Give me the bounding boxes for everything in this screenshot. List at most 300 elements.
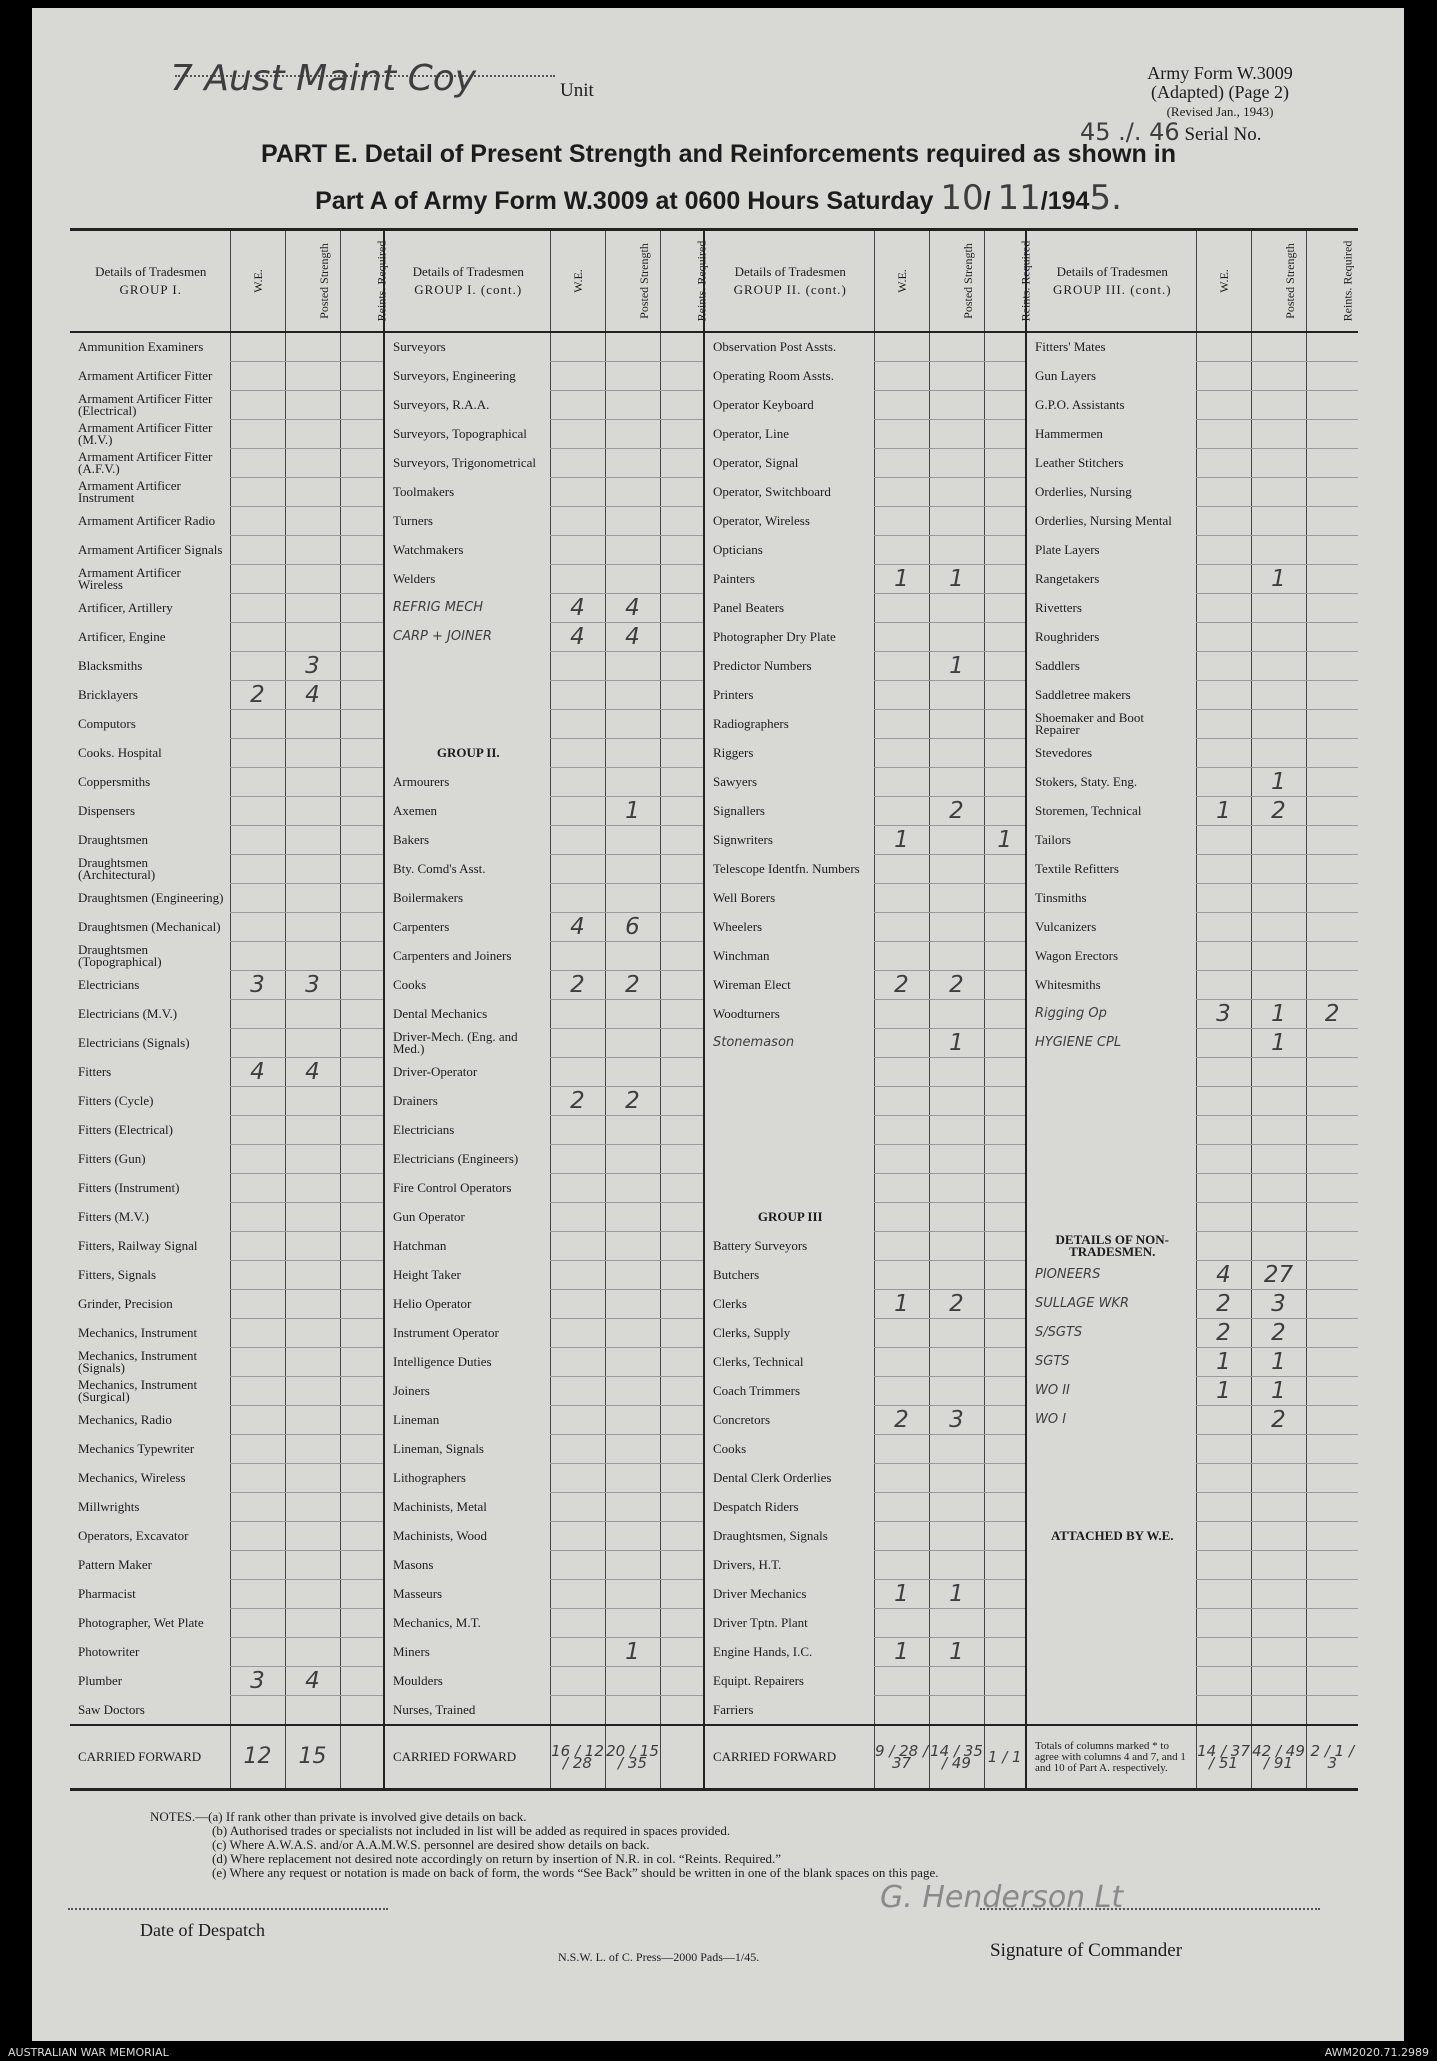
we-cell-g4: 1	[1196, 1377, 1251, 1406]
reints-cell-g4	[1306, 1145, 1358, 1174]
reints-cell-g3	[984, 1435, 1026, 1464]
trade-label-g3: Operator, Signal	[704, 449, 874, 478]
cf-label: CARRIED FORWARD	[70, 1725, 230, 1790]
trade-label-g3: GROUP III	[704, 1203, 874, 1232]
we-cell-g4	[1196, 507, 1251, 536]
reints-cell-g3	[984, 478, 1026, 507]
table-row	[70, 332, 1358, 362]
we-cell-g4	[1196, 1696, 1251, 1726]
we-cell-g4	[1196, 768, 1251, 797]
table-row	[70, 855, 1358, 884]
posted-cell-g2: 1	[605, 1638, 660, 1667]
reints-cell-g4	[1306, 623, 1358, 652]
trade-label-g3: Dental Clerk Orderlies	[704, 1464, 874, 1493]
trade-label-g1: Plumber	[78, 1673, 123, 1688]
reints-cell-g1	[340, 332, 384, 362]
we-cell-g3	[874, 1029, 929, 1058]
col-group-label: GROUP I. (cont.)	[414, 282, 523, 297]
posted-cell-g3	[929, 594, 984, 623]
reints-cell-g2	[660, 739, 704, 768]
we-cell-g2	[550, 362, 605, 391]
reints-cell-g2	[660, 1406, 704, 1435]
posted-cell-g4	[1251, 739, 1306, 768]
posted-cell-g4	[1251, 1696, 1306, 1726]
reints-cell-g1	[340, 1551, 384, 1580]
trade-label-g2: Driver-Operator	[384, 1058, 550, 1087]
we-cell-g1	[230, 565, 285, 594]
reints-cell-g4	[1306, 1232, 1358, 1261]
reints-cell-g1	[340, 449, 384, 478]
posted-cell-g3: 2	[929, 971, 984, 1000]
trade-label-g2: Drainers	[384, 1087, 550, 1116]
posted-cell-g4	[1251, 1435, 1306, 1464]
trade-label-g2: Boilermakers	[384, 884, 550, 913]
trade-label-g3: Engine Hands, I.C.	[704, 1638, 874, 1667]
posted-cell-g2	[605, 1696, 660, 1726]
posted-cell-g4: 2	[1251, 797, 1306, 826]
table-row	[70, 1464, 1358, 1493]
we-cell-g4	[1196, 332, 1251, 362]
reints-cell-g4	[1306, 1290, 1358, 1319]
table-row	[70, 1203, 1358, 1232]
trade-label-g1: Fitters	[78, 1064, 112, 1079]
reints-cell-g3	[984, 681, 1026, 710]
posted-cell-g2	[605, 1319, 660, 1348]
we-cell-g1	[230, 884, 285, 913]
reints-cell-g4	[1306, 1551, 1358, 1580]
reints-cell-g4	[1306, 681, 1358, 710]
posted-cell-g2	[605, 1058, 660, 1087]
trade-label-g1: Mechanics Typewriter	[78, 1441, 195, 1456]
posted-cell-g2: 4	[605, 594, 660, 623]
posted-cell-g4	[1251, 391, 1306, 420]
we-cell-g3	[874, 420, 929, 449]
table-row	[70, 478, 1358, 507]
we-cell-g1	[230, 942, 285, 971]
reints-cell-g1	[340, 971, 384, 1000]
table-row	[70, 362, 1358, 391]
trade-label-g2: Machinists, Wood	[384, 1522, 550, 1551]
trade-label-g3: Concretors	[704, 1406, 874, 1435]
we-cell-g3	[874, 1174, 929, 1203]
reints-cell-g2	[660, 1290, 704, 1319]
we-cell-g4	[1196, 362, 1251, 391]
posted-cell-g3	[929, 332, 984, 362]
we-cell-g1	[230, 652, 285, 681]
reints-cell-g2	[660, 1348, 704, 1377]
we-cell-g2	[550, 507, 605, 536]
trade-label-g2: Miners	[384, 1638, 550, 1667]
trade-label-g2	[384, 710, 550, 739]
posted-cell-g4: 2	[1251, 1406, 1306, 1435]
trade-label-g3: Despatch Riders	[704, 1493, 874, 1522]
cf-g2-reints	[660, 1725, 704, 1790]
we-cell-g4	[1196, 1406, 1251, 1435]
we-cell-g4: 4	[1196, 1261, 1251, 1290]
posted-cell-g2	[605, 1435, 660, 1464]
we-cell-g3	[874, 1696, 929, 1726]
trade-label-g3: Cooks	[704, 1435, 874, 1464]
we-cell-g3	[874, 449, 929, 478]
we-cell-g4	[1196, 391, 1251, 420]
trade-label-g4: G.P.O. Assistants	[1026, 391, 1196, 420]
we-cell-g2	[550, 1551, 605, 1580]
reints-cell-g2	[660, 1464, 704, 1493]
posted-cell-g4: 1	[1251, 1000, 1306, 1029]
reints-cell-g4	[1306, 768, 1358, 797]
reints-cell-g1	[340, 797, 384, 826]
we-cell-g1: 3	[230, 1667, 285, 1696]
date-day: 10	[940, 178, 984, 218]
reints-cell-g4	[1306, 332, 1358, 362]
we-cell-g3	[874, 1116, 929, 1145]
posted-cell-g1	[285, 855, 340, 884]
form-number-block	[1095, 64, 1345, 121]
table-row	[70, 623, 1358, 652]
posted-cell-g4: 1	[1251, 1029, 1306, 1058]
posted-cell-g1: 4	[285, 1667, 340, 1696]
reints-cell-g3	[984, 391, 1026, 420]
we-cell-g3	[874, 1000, 929, 1029]
posted-cell-g3: 1	[929, 652, 984, 681]
posted-cell-g4	[1251, 362, 1306, 391]
reints-cell-g2	[660, 362, 704, 391]
trade-label-g2	[384, 652, 550, 681]
we-cell-g2	[550, 797, 605, 826]
we-cell-g3: 1	[874, 826, 929, 855]
trade-label-g1: Armament Artificer Fitter (Electrical)	[78, 391, 213, 418]
we-cell-g2	[550, 1377, 605, 1406]
posted-cell-g3	[929, 681, 984, 710]
trade-label-g1: Draughtsmen (Engineering)	[78, 890, 224, 905]
trade-label-g2: Welders	[384, 565, 550, 594]
trade-label-g3	[704, 1058, 874, 1087]
reints-cell-g4	[1306, 391, 1358, 420]
we-label: W.E.	[1216, 269, 1231, 293]
reints-label: Reints. Required	[373, 240, 388, 322]
trade-label-g1: Draughtsmen	[78, 832, 149, 847]
trade-label-g1: Fitters, Signals	[78, 1267, 157, 1282]
table-row	[70, 884, 1358, 913]
reints-cell-g1	[340, 1377, 384, 1406]
trade-label-g1: Artificer, Artillery	[78, 600, 173, 615]
we-cell-g3: 2	[874, 971, 929, 1000]
reints-cell-g1	[340, 1319, 384, 1348]
we-cell-g2	[550, 1667, 605, 1696]
posted-cell-g1	[285, 710, 340, 739]
trade-label-g1: Mechanics, Instrument (Signals)	[78, 1348, 198, 1375]
col-title: Details of Tradesmen	[412, 264, 524, 279]
posted-cell-g3	[929, 507, 984, 536]
trade-label-g1: Operators, Excavator	[78, 1528, 189, 1543]
reints-cell-g2	[660, 536, 704, 565]
col-we	[230, 230, 285, 333]
posted-cell-g3	[929, 1261, 984, 1290]
we-cell-g2: 4	[550, 594, 605, 623]
reints-cell-g3: 1	[984, 826, 1026, 855]
reints-cell-g1	[340, 420, 384, 449]
we-cell-g3	[874, 1058, 929, 1087]
cf-g3-we: 9 / 28 / 37	[874, 1725, 929, 1790]
reints-cell-g2	[660, 855, 704, 884]
reints-cell-g3	[984, 1348, 1026, 1377]
we-cell-g1: 4	[230, 1058, 285, 1087]
trade-label-g2: Hatchman	[384, 1232, 550, 1261]
posted-cell-g2	[605, 739, 660, 768]
reints-cell-g1	[340, 1493, 384, 1522]
we-cell-g1	[230, 1406, 285, 1435]
reints-cell-g4	[1306, 855, 1358, 884]
trade-label-g2: Intelligence Duties	[384, 1348, 550, 1377]
reints-cell-g3	[984, 1000, 1026, 1029]
we-cell-g4	[1196, 623, 1251, 652]
we-cell-g1	[230, 1087, 285, 1116]
posted-cell-g4	[1251, 1116, 1306, 1145]
posted-cell-g2	[605, 332, 660, 362]
we-cell-g4	[1196, 884, 1251, 913]
posted-cell-g3	[929, 826, 984, 855]
posted-cell-g1: 3	[285, 652, 340, 681]
we-cell-g2	[550, 1406, 605, 1435]
we-cell-g3	[874, 1087, 929, 1116]
reints-cell-g1	[340, 913, 384, 942]
we-cell-g2	[550, 1145, 605, 1174]
we-cell-g4	[1196, 1580, 1251, 1609]
we-cell-g3	[874, 391, 929, 420]
trade-label-g3: Riggers	[704, 739, 874, 768]
cf-g4-posted: 42 / 49 / 91	[1251, 1725, 1306, 1790]
table-row	[70, 1667, 1358, 1696]
we-cell-g4	[1196, 1058, 1251, 1087]
we-cell-g3	[874, 623, 929, 652]
page-title-line1: PART E. Detail of Present Strength and Reinforcements required as shown in	[261, 140, 1176, 168]
reints-cell-g1	[340, 1261, 384, 1290]
trade-label-g2: Lineman	[384, 1406, 550, 1435]
form-revised: (Revised Jan., 1943)	[1166, 104, 1274, 119]
posted-cell-g1	[285, 913, 340, 942]
we-cell-g2	[550, 1696, 605, 1726]
we-cell-g1	[230, 768, 285, 797]
trade-label-g3: Signwriters	[704, 826, 874, 855]
posted-cell-g1	[285, 1145, 340, 1174]
trade-label-g4: Textile Refitters	[1026, 855, 1196, 884]
posted-cell-g3	[929, 1667, 984, 1696]
trade-label-g2: Surveyors, Topographical	[384, 420, 550, 449]
trade-label-g1: Saw Doctors	[78, 1701, 145, 1717]
we-cell-g4	[1196, 594, 1251, 623]
posted-cell-g4	[1251, 1493, 1306, 1522]
reints-cell-g4	[1306, 1435, 1358, 1464]
cf-g3-posted: 14 / 35 / 49	[929, 1725, 984, 1790]
trade-label-g1: Millwrights	[78, 1499, 140, 1514]
reints-cell-g4	[1306, 797, 1358, 826]
trade-label-g2: Bty. Comd's Asst.	[384, 855, 550, 884]
posted-cell-g2	[605, 1551, 660, 1580]
trade-label-g3: Opticians	[704, 536, 874, 565]
we-cell-g1	[230, 1319, 285, 1348]
we-cell-g4: 1	[1196, 797, 1251, 826]
trade-label-g4: SGTS	[1026, 1348, 1196, 1377]
reints-cell-g4	[1306, 1377, 1358, 1406]
reints-cell-g2	[660, 1377, 704, 1406]
trade-label-g1: Photographer, Wet Plate	[78, 1615, 204, 1630]
posted-cell-g3	[929, 420, 984, 449]
reints-cell-g3	[984, 1319, 1026, 1348]
trade-label-g4: Saddlers	[1026, 652, 1196, 681]
posted-cell-g4	[1251, 710, 1306, 739]
we-cell-g1	[230, 1696, 285, 1726]
col-group2-cont	[704, 230, 874, 333]
trade-label-g4: Orderlies, Nursing Mental	[1026, 507, 1196, 536]
table-row	[70, 1377, 1358, 1406]
posted-cell-g4: 1	[1251, 768, 1306, 797]
reints-cell-g4	[1306, 826, 1358, 855]
reints-cell-g1	[340, 1406, 384, 1435]
posted-cell-g4: 1	[1251, 565, 1306, 594]
reints-cell-g1	[340, 565, 384, 594]
we-cell-g4	[1196, 652, 1251, 681]
posted-cell-g2: 2	[605, 1087, 660, 1116]
we-cell-g3	[874, 884, 929, 913]
trade-label-g4: Stevedores	[1026, 739, 1196, 768]
we-cell-g2	[550, 710, 605, 739]
we-cell-g1	[230, 1638, 285, 1667]
we-cell-g3	[874, 507, 929, 536]
reints-cell-g2	[660, 1319, 704, 1348]
reints-cell-g1	[340, 942, 384, 971]
we-cell-g2	[550, 768, 605, 797]
posted-cell-g1	[285, 362, 340, 391]
trade-label-g2: Lithographers	[384, 1464, 550, 1493]
posted-cell-g3	[929, 1319, 984, 1348]
reints-cell-g2	[660, 391, 704, 420]
table-row	[70, 768, 1358, 797]
reints-cell-g4	[1306, 1203, 1358, 1232]
table-row	[70, 1348, 1358, 1377]
reints-cell-g3	[984, 1145, 1026, 1174]
posted-cell-g3	[929, 391, 984, 420]
col-group-label: GROUP I.	[119, 282, 182, 297]
we-cell-g3	[874, 536, 929, 565]
reints-cell-g4	[1306, 1261, 1358, 1290]
we-cell-g3	[874, 855, 929, 884]
trade-label-g1: Pharmacist	[78, 1586, 136, 1601]
reints-cell-g3	[984, 565, 1026, 594]
trade-label-g2: Surveyors, Trigonometrical	[384, 449, 550, 478]
posted-cell-g2	[605, 710, 660, 739]
trade-label-g1: Fitters (M.V.)	[78, 1209, 149, 1224]
trade-label-g1: Fitters, Railway Signal	[78, 1238, 198, 1253]
trade-label-g2	[384, 681, 550, 710]
posted-cell-g3	[929, 1377, 984, 1406]
table-row	[70, 1609, 1358, 1638]
trade-label-g3: Clerks	[704, 1290, 874, 1319]
trade-label-g1: Coppersmiths	[78, 774, 151, 789]
trade-label-g2: Axemen	[384, 797, 550, 826]
reints-cell-g2	[660, 1638, 704, 1667]
reints-cell-g2	[660, 420, 704, 449]
posted-cell-g1	[285, 768, 340, 797]
trade-label-g1: Armament Artificer Instrument	[78, 478, 181, 505]
reints-cell-g4	[1306, 1029, 1358, 1058]
we-cell-g4	[1196, 1232, 1251, 1261]
reints-cell-g4	[1306, 1058, 1358, 1087]
we-cell-g3	[874, 478, 929, 507]
table-row	[70, 1087, 1358, 1116]
col-reints	[660, 230, 708, 333]
trade-label-g4: Plate Layers	[1026, 536, 1196, 565]
we-cell-g1	[230, 449, 285, 478]
we-cell-g3	[874, 1261, 929, 1290]
trade-label-g1: Mechanics, Wireless	[78, 1470, 186, 1485]
trade-label-g4	[1026, 1667, 1196, 1696]
posted-cell-g1	[285, 507, 340, 536]
reints-cell-g2	[660, 913, 704, 942]
posted-cell-g4	[1251, 507, 1306, 536]
trade-label-g4: WO I	[1026, 1406, 1196, 1435]
reints-cell-g1	[340, 594, 384, 623]
trade-label-g2: Surveyors, Engineering	[384, 362, 550, 391]
posted-cell-g2	[605, 1348, 660, 1377]
trade-label-g2: Cooks	[384, 971, 550, 1000]
trade-label-g3: Operator, Line	[704, 420, 874, 449]
posted-cell-g4: 27	[1251, 1261, 1306, 1290]
we-cell-g3	[874, 739, 929, 768]
trade-label-g4: Gun Layers	[1026, 362, 1196, 391]
col-we	[1196, 230, 1251, 333]
reints-cell-g3	[984, 1174, 1026, 1203]
trade-label-g1: Electricians	[78, 977, 140, 992]
page-title-line2: Part A of Army Form W.3009 at 0600 Hours Saturday 10/ 11/1945.	[315, 178, 1122, 218]
despatch-dotted-line	[68, 1908, 388, 1910]
reints-cell-g4	[1306, 1174, 1358, 1203]
reints-cell-g4	[1306, 1638, 1358, 1667]
posted-cell-g1	[285, 1580, 340, 1609]
trade-label-g2: Surveyors, R.A.A.	[384, 391, 550, 420]
posted-cell-g1	[285, 797, 340, 826]
note-c: (c) Where A.W.A.S. and/or A.A.M.W.S. personnel are desired show details on back.	[212, 1837, 650, 1852]
posted-label: Posted Strength	[636, 243, 651, 319]
reints-cell-g3	[984, 768, 1026, 797]
trade-label-g4: Rivetters	[1026, 594, 1196, 623]
reints-cell-g1	[340, 1232, 384, 1261]
we-cell-g2	[550, 1464, 605, 1493]
date-year-printed: 194	[1047, 187, 1090, 215]
posted-label: Posted Strength	[960, 243, 975, 319]
trade-label-g2: Electricians (Engineers)	[384, 1145, 550, 1174]
table-row	[70, 1000, 1358, 1029]
we-cell-g4	[1196, 942, 1251, 971]
we-cell-g2	[550, 1058, 605, 1087]
trade-label-g3: Wireman Elect	[704, 971, 874, 1000]
posted-cell-g2	[605, 1116, 660, 1145]
we-cell-g3	[874, 797, 929, 826]
trade-label-g2: Bakers	[384, 826, 550, 855]
posted-cell-g1	[285, 1377, 340, 1406]
posted-cell-g4	[1251, 1058, 1306, 1087]
trade-label-g3: Well Borers	[704, 884, 874, 913]
posted-cell-g1	[285, 449, 340, 478]
reints-cell-g3	[984, 1290, 1026, 1319]
we-cell-g1	[230, 1029, 285, 1058]
trade-label-g1: Mechanics, Radio	[78, 1412, 172, 1427]
posted-cell-g3	[929, 1493, 984, 1522]
posted-cell-g3	[929, 768, 984, 797]
posted-cell-g4: 1	[1251, 1377, 1306, 1406]
reints-cell-g2	[660, 971, 704, 1000]
posted-cell-g1	[285, 1290, 340, 1319]
reints-cell-g3	[984, 1464, 1026, 1493]
